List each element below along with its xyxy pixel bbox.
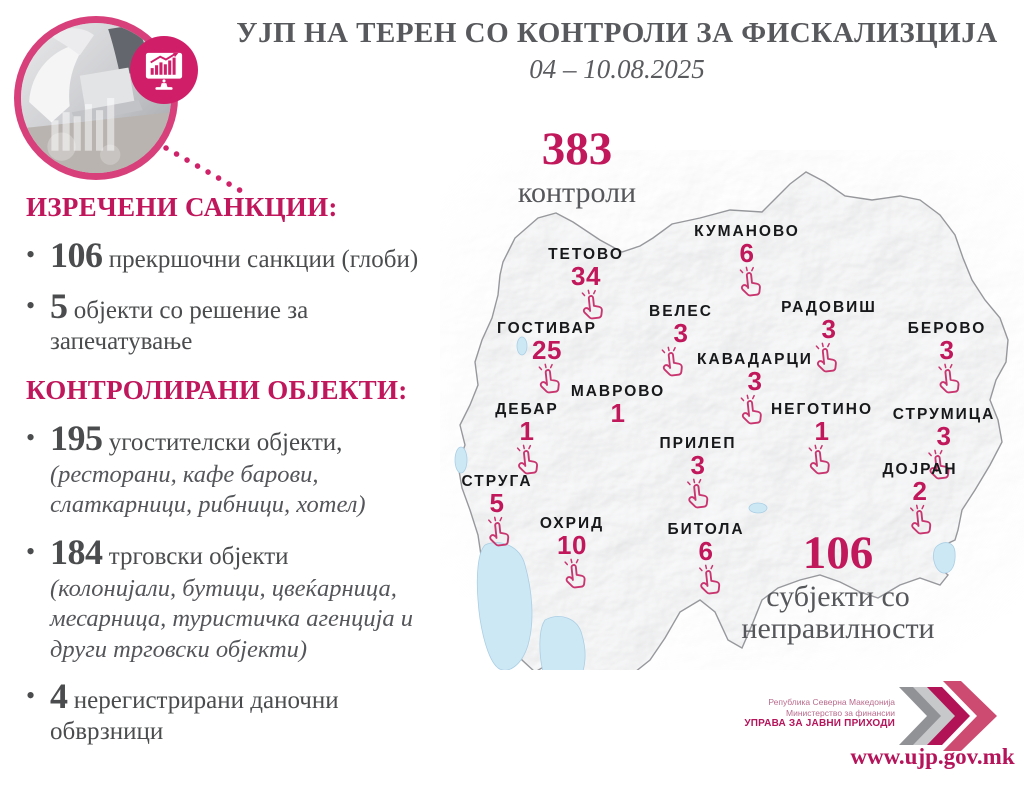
object-number: 4	[50, 675, 68, 716]
map-marker-ohrid	[540, 516, 604, 596]
tap-icon	[482, 513, 515, 550]
city-label: КУМАНОВО	[694, 223, 800, 240]
city-count: 3	[936, 420, 952, 451]
city-count: 3	[673, 317, 689, 348]
irregularities-label: субјекти со неправилности	[741, 580, 935, 645]
header	[210, 18, 1024, 85]
date-range: 04 – 10.08.2025	[529, 53, 705, 84]
list-item	[26, 420, 440, 521]
tap-icon	[576, 286, 609, 323]
page-title: УЈП НА ТЕРЕН СО КОНТРОЛИ ЗА ФИСКАЛИЗЦИЈА	[236, 17, 998, 49]
sanctions-heading: ИЗРЕЧЕНИ САНКЦИИ:	[26, 192, 338, 222]
city-label: РАДОВИШ	[781, 299, 877, 316]
city-label: ТЕТОВО	[548, 246, 624, 263]
city-label: МАВРОВО	[570, 383, 666, 400]
sanction-text: прекршочни санкции (глоби)	[108, 246, 419, 273]
tap-icon	[682, 475, 715, 512]
city-count: 6	[739, 237, 755, 268]
city-count: 34	[571, 260, 601, 291]
tap-icon	[533, 360, 566, 397]
org-country-line: Република Северна Македонија	[768, 697, 895, 707]
city-label: ГОСТИВАР	[496, 320, 598, 337]
city-label: БЕРОВО	[907, 320, 987, 337]
city-label: ПРИЛЕП	[659, 435, 737, 452]
left-column	[26, 192, 440, 760]
city-label: ДЕБАР	[495, 401, 559, 418]
city-label: ВЕЛЕС	[649, 303, 713, 320]
city-label: ДОЈРАН	[882, 461, 958, 478]
city-count: 3	[821, 313, 837, 344]
map-marker-mavrovo	[571, 384, 665, 427]
map-marker-struga	[461, 474, 532, 554]
city-count: 3	[690, 449, 706, 480]
city-count: 25	[532, 334, 562, 365]
object-text: угостителски објекти,	[108, 429, 343, 456]
tap-icon	[735, 391, 768, 428]
city-label: КАВАДАРЦИ	[697, 351, 813, 368]
total-controls-stat	[457, 123, 697, 209]
website-link[interactable]: www.ujp.gov.mk	[850, 744, 1015, 769]
sanctions-list	[26, 237, 440, 357]
map-marker-prilep	[660, 436, 737, 516]
city-count: 3	[747, 365, 763, 396]
map-marker-tetovo	[548, 247, 624, 327]
object-number: 195	[50, 418, 103, 458]
irregularities-value: 106	[802, 527, 874, 579]
sanction-number: 5	[50, 286, 68, 326]
city-label: БИТОЛА	[667, 521, 745, 538]
list-item	[26, 675, 440, 747]
controlled-heading: КОНТРОЛИРАНИ ОБЈЕКТИ:	[26, 375, 408, 405]
city-count: 2	[912, 475, 928, 506]
city-label: НЕГОТИНО	[770, 401, 874, 418]
city-count: 6	[698, 535, 714, 566]
tap-icon	[810, 339, 843, 376]
tap-icon	[734, 263, 767, 300]
irregularities-stat	[713, 527, 963, 645]
object-detail: (ресторани, кафе барови, слаткарници, рибници, хотел)	[50, 461, 366, 519]
list-item	[26, 288, 440, 357]
city-label: ОХРИД	[539, 515, 605, 532]
city-count: 1	[519, 415, 535, 446]
controlled-list	[26, 420, 440, 747]
city-label: СТРУМИЦА	[892, 406, 996, 423]
sanction-number: 106	[50, 235, 103, 275]
dotted-connector-line	[152, 132, 262, 210]
map-marker-negotino	[771, 402, 873, 482]
total-controls-value: 383	[541, 123, 613, 175]
city-count: 1	[814, 415, 830, 446]
monitor-chart-badge	[130, 36, 198, 104]
object-text: нерегистрирани даночни обврзници	[50, 686, 339, 745]
city-count: 1	[610, 397, 626, 428]
map-marker-kumanovo	[694, 224, 800, 304]
list-item	[26, 531, 440, 665]
map-marker-debar	[495, 402, 558, 482]
city-count: 5	[489, 487, 505, 518]
city-count: 10	[557, 529, 587, 560]
tap-icon	[803, 441, 836, 478]
tap-icon	[559, 555, 592, 592]
org-text-block	[690, 697, 895, 731]
tap-icon	[933, 360, 966, 397]
map-marker-berovo	[908, 321, 987, 401]
city-count: 3	[939, 334, 955, 365]
object-text: трговски објекти	[108, 542, 289, 570]
sanction-text: објекти со решение за запечатување	[50, 297, 309, 355]
total-controls-label: контроли	[517, 176, 637, 209]
org-agency-line: УПРАВА ЗА ЈАВНИ ПРИХОДИ	[744, 718, 895, 730]
org-ministry-line: Министерство за финансии	[785, 707, 895, 718]
city-label: СТРУГА	[461, 473, 533, 490]
list-item	[26, 237, 440, 275]
object-detail: (колонијали, бутици, цвеќарница, месарница, туристичка агенција и други трговски објекти)	[50, 574, 414, 663]
object-number: 184	[50, 531, 103, 572]
ujp-chevron-logo-icon	[899, 681, 1017, 751]
tap-icon	[656, 343, 689, 380]
monitor-chart-icon	[143, 50, 185, 90]
